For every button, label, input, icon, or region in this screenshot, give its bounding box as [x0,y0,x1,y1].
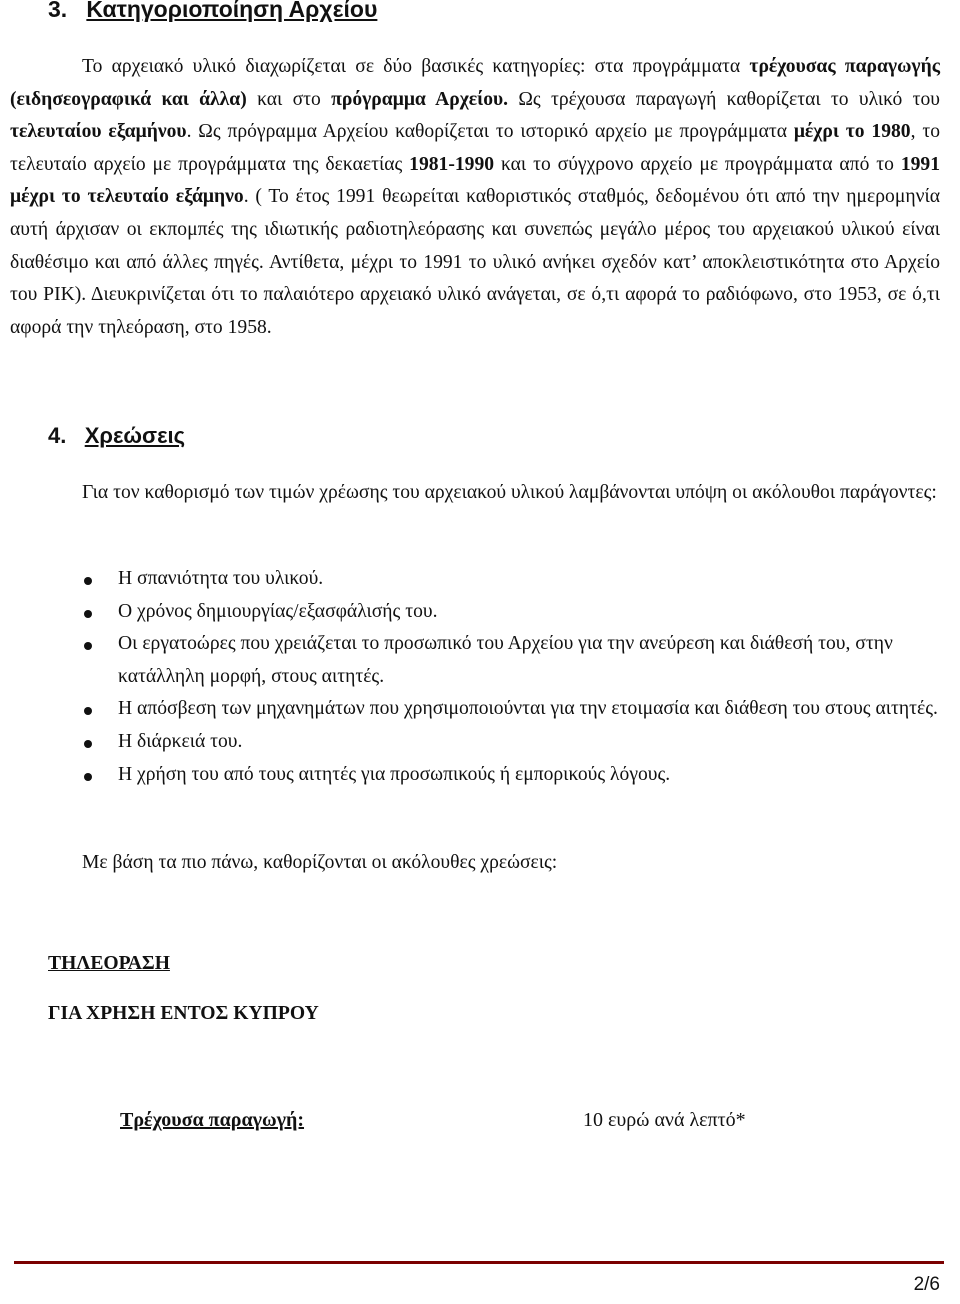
footer-divider [14,1261,944,1264]
factors-list [0,563,960,791]
text-run: και στο [246,88,332,110]
archive-categories-paragraph [10,51,940,344]
bullet-icon [84,610,92,618]
television-heading: ΤΗΛΕΟΡΑΣΗ [48,953,170,974]
section-3-heading [48,0,377,23]
bullet-icon [84,707,92,715]
section-3-number: 3. [48,0,68,22]
current-production-rate: 10 ευρώ ανά λεπτό* [583,1109,746,1131]
list-item: Ο χρόνος δημιουργίας/εξασφάλισής του. [0,596,960,629]
list-item: Η διάρκειά του. [0,726,960,759]
section-4-heading [48,423,185,449]
charges-paragraph [10,477,940,510]
bold-text-run: 1981-1990 [409,153,495,175]
section-4-number: 4. [48,423,67,448]
bullet-icon [84,577,92,585]
section-4-title: Χρεώσεις [84,423,186,448]
list-item: Η απόσβεση των μηχανημάτων που χρησιμοποιούνται για την ετοιμασία και διάθεση του στους αιτητές. [0,693,960,726]
list-item: Οι εργατοώρες που χρειάζεται το προσωπικό του Αρχείου για την ανεύρεση και διάθεσή του, στην κατάλληλη μορφή, στους αιτητές. [0,628,960,693]
cyprus-use-heading: ΓΙΑ ΧΡΗΣΗ ΕΝΤΟΣ ΚΥΠΡΟΥ [48,1003,319,1024]
text-run: Ως τρέχουσα παραγωγή καθορίζεται το υλικό του [508,88,940,110]
text-run: . ( Το έτος 1991 θεωρείται καθοριστικός σταθμός, δεδομένου ότι από την ημερομηνία αυτή άρχισαν οι εκπομπές της ιδιωτικής ραδιοτηλεόρασης και συνεπώς μεγάλο μέρος του αρχειακού υλικού είναι διαθέσιμο και από άλλες πηγές. Αντίθετα, μέχρι το 1991 το υλικό ανήκει σχεδόν κατ’ αποκλειστικότητα στο Αρχείο του ΡΙΚ). Διευκρινίζεται ότι το παλαιότερο αρχειακό υλικό ανάγεται, σε ό,τι αφορά το ραδιόφωνο, στο 1953, σε ό,τι αφορά την τηλεόραση, στο 1958. [10,186,941,338]
bullet-icon [84,740,92,748]
bold-text-run: 1991 μέχρι το τελευταίο εξάμηνο [10,153,941,208]
text-run: . Ως πρόγραμμα Αρχείου καθορίζεται το ιστορικό αρχείο με προγράμματα [186,121,794,143]
list-item: Η χρήση του από τους αιτητές για προσωπικούς ή εμπορικούς λόγους. [0,759,960,792]
page-number: 2/6 [913,1274,940,1295]
bullet-icon [84,642,92,650]
list-item: Η σπανιότητα του υλικού. [0,563,960,596]
text-run: Το αρχειακό υλικό διαχωρίζεται σε δύο βασικές κατηγορίες: στα προγράμματα [82,56,750,77]
current-production-label: Τρέχουσα παραγωγή: [120,1109,305,1131]
bullet-icon [84,773,92,781]
charges-intro: Με βάση τα πιο πάνω, καθορίζονται οι ακόλουθες χρεώσεις: [82,852,558,873]
bold-text-run: τελευταίου εξαμήνου [10,121,187,143]
bold-text-run: τρέχουσας παραγωγής (ειδησεογραφικά και άλλα) [10,56,940,110]
charges-paragraph-text: Για τον καθορισμό των τιμών χρέωσης του αρχειακού υλικού λαμβάνονται υπόψη οι ακόλουθοι παράγοντες: [82,482,937,503]
text-run: και το σύγχρονο αρχείο με προγράμματα από το [494,153,901,175]
text-run: , το τελευταίο αρχείο με προγράμματα της δεκαετίας [10,121,940,175]
bold-text-run: μέχρι το 1980 [793,121,911,143]
bold-text-run: πρόγραμμα Αρχείου. [331,88,509,110]
section-3-title: Κατηγοριοποίηση Αρχείου [86,0,378,22]
